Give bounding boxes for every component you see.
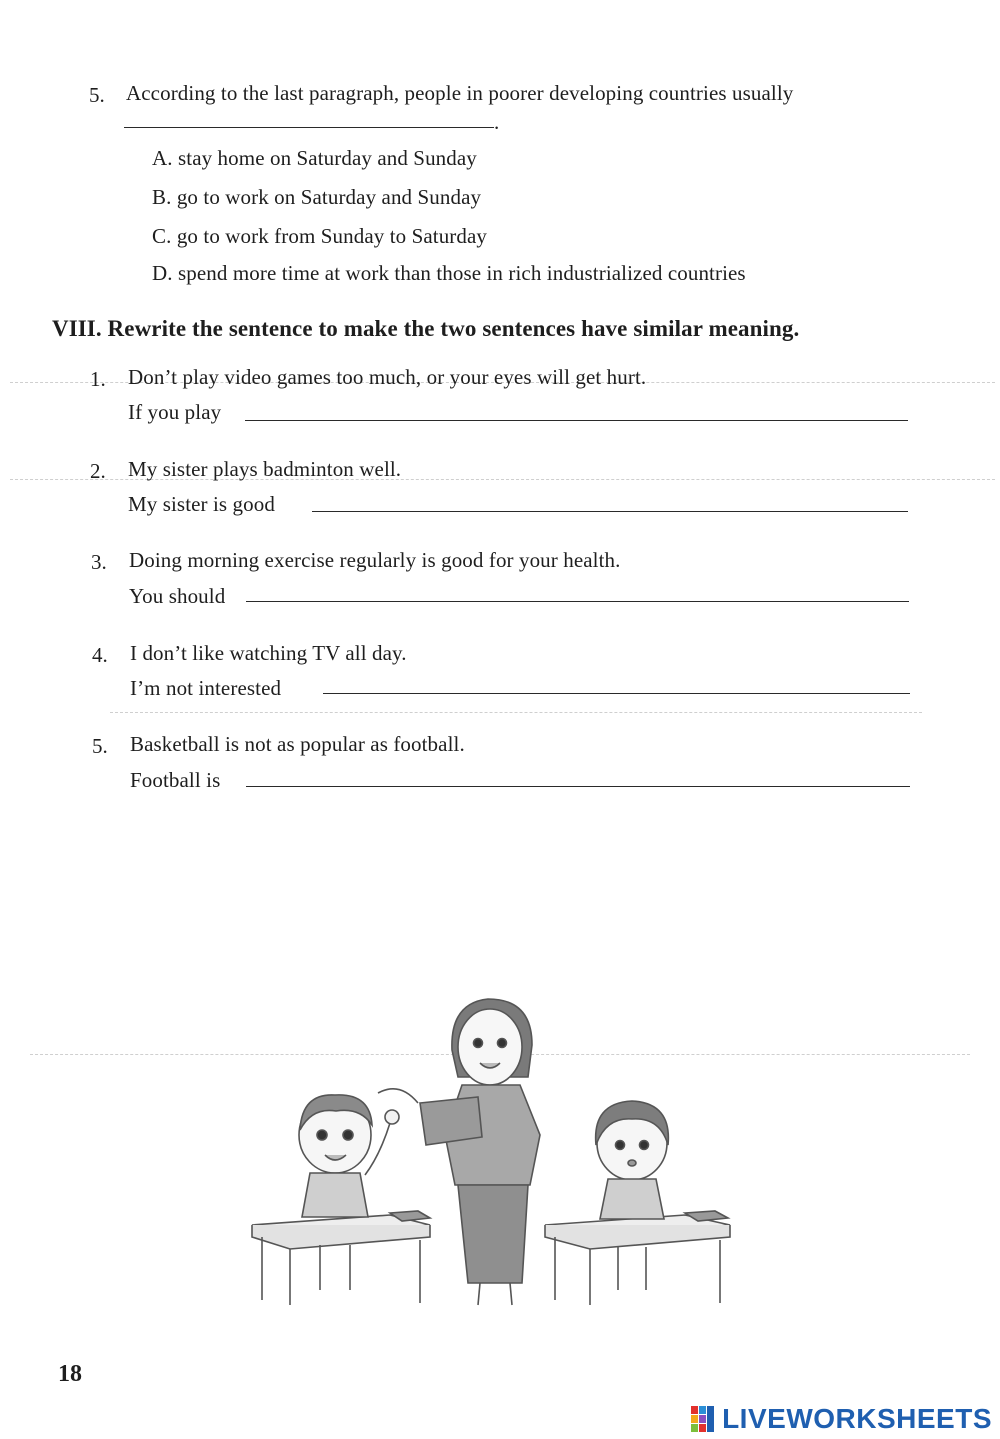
brand-name: LIVEWORKSHEETS (722, 1403, 992, 1434)
item-sentence: Basketball is not as popular as football. (130, 732, 465, 756)
answer-input-q5[interactable] (128, 102, 494, 128)
option-letter: B. (152, 185, 172, 209)
option-letter: C. (152, 224, 172, 248)
option-text: go to work on Saturday and Sunday (176, 185, 482, 209)
answer-input-4[interactable] (328, 668, 911, 694)
item-prompt: You should (129, 584, 226, 608)
option-a[interactable] (152, 146, 477, 171)
option-letter: A. (152, 146, 173, 170)
right-desk-icon (545, 1211, 730, 1305)
scan-line (110, 712, 922, 713)
section-heading: VIII. Rewrite the sentence to make the two sentences have similar meaning. (52, 316, 800, 341)
item-number: 2. (90, 459, 106, 483)
answer-input-5[interactable] (251, 761, 911, 787)
option-letter: D. (152, 261, 173, 285)
item-prompt: If you play (128, 400, 222, 424)
item-prompt: I’m not interested (130, 676, 282, 700)
classroom-illustration (240, 985, 740, 1315)
item-number: 4. (92, 643, 108, 667)
item-prompt: Football is (130, 768, 221, 792)
girl-student-icon (596, 1101, 669, 1290)
item-number: 5. (92, 734, 108, 758)
item-sentence: I don’t like watching TV all day. (130, 641, 407, 665)
liveworksheets-logo[interactable] (690, 1403, 992, 1435)
item-sentence: Don’t play video games too much, or your eyes will get hurt. (128, 365, 647, 389)
item-number: 3. (91, 550, 107, 574)
option-text: stay home on Saturday and Sunday (177, 146, 477, 170)
option-d[interactable] (152, 261, 746, 286)
option-text: spend more time at work than those in rich industrialized countries (177, 261, 746, 285)
option-b[interactable] (152, 185, 481, 210)
item-sentence: Doing morning exercise regularly is good for your health. (129, 548, 621, 572)
liveworksheets-logo-icon (690, 1405, 716, 1433)
item-prompt: My sister is good (128, 492, 275, 516)
item-number: 1. (90, 367, 106, 391)
page-number: 18 (58, 1361, 82, 1387)
option-c[interactable] (152, 224, 487, 249)
left-desk-icon (252, 1211, 430, 1305)
teacher-icon (378, 999, 540, 1305)
blank-period: . (494, 110, 500, 134)
item-sentence: My sister plays badminton well. (128, 457, 402, 481)
answer-input-2[interactable] (317, 486, 909, 512)
answer-input-1[interactable] (250, 395, 909, 421)
answer-input-3[interactable] (251, 576, 910, 602)
question-number: 5. (89, 83, 105, 107)
question-text: According to the last paragraph, people in poorer developing countries usually (126, 81, 794, 105)
option-text: go to work from Sunday to Saturday (176, 224, 488, 248)
boy-student-icon (299, 1095, 399, 1290)
